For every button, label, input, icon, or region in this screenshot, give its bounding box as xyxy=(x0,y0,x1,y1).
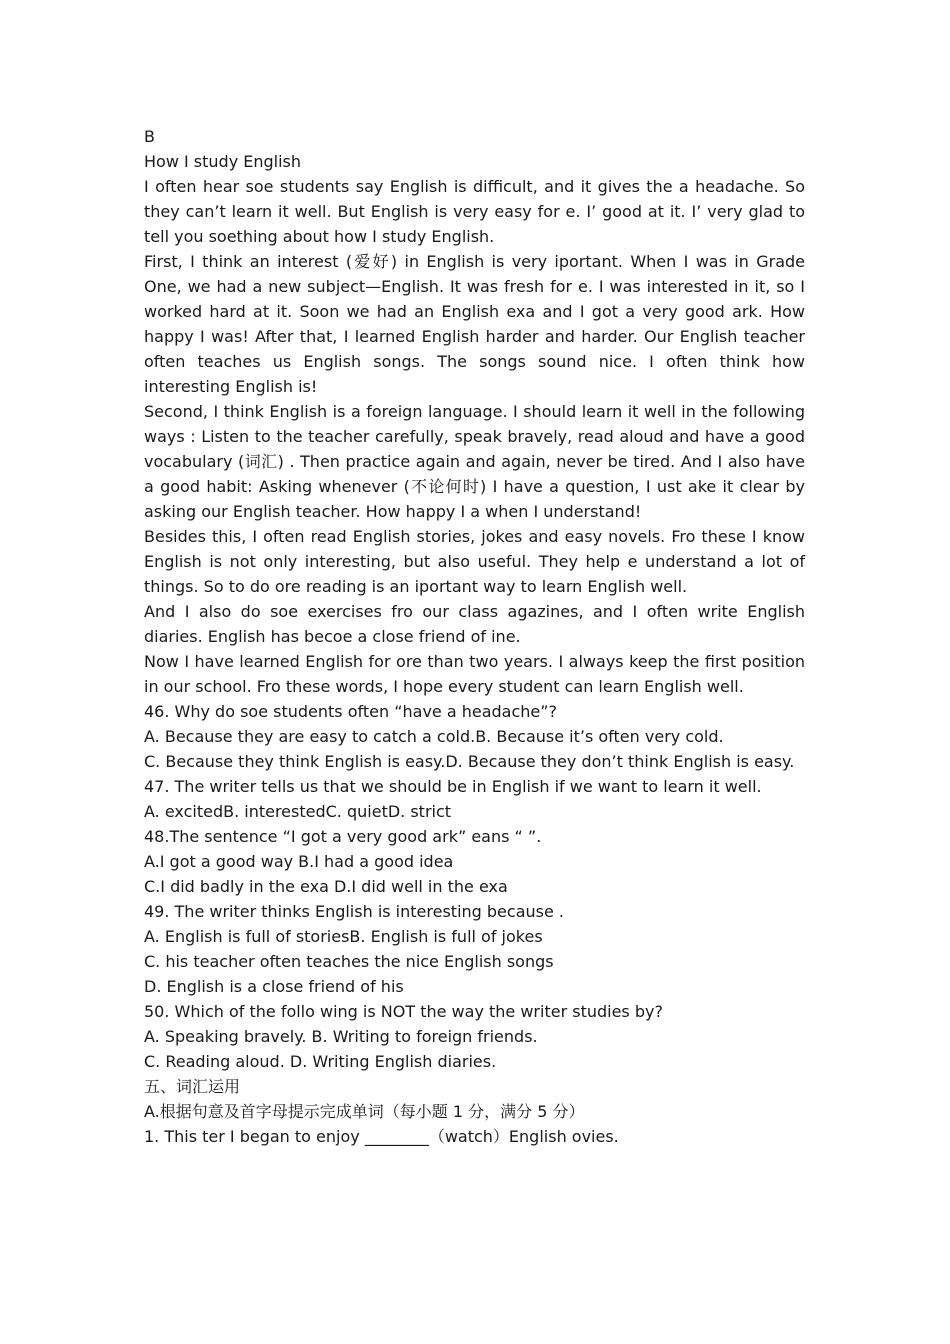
section-letter: B xyxy=(144,127,155,146)
question-49-option-d: D. English is a close friend of his xyxy=(144,977,404,996)
passage-paragraph-5: And I also do soe exercises fro our class agazines, and I often write English diaries. English has becoe a close friend of ine. xyxy=(144,602,805,646)
question-49-option-c: C. his teacher often teaches the nice English songs xyxy=(144,952,554,971)
passage-paragraph-2: First, I think an interest (爱好) in English is very iportant. When I was in Grade One, we had a new subject—English. It was fresh for e. I was interested in it, so I worked hard at it. Soon we had an English exa and I got a very good ark. How happy I was! After that, I learned English harder and harder. Our English teacher often teaches us English songs. The songs sound nice. I often think how interesting English is! xyxy=(144,252,805,396)
passage-paragraph-3: Second, I think English is a foreign language. I should learn it well in the following ways : Listen to the teacher carefully, speak bravely, read aloud and have a good vocabulary (词汇) . Then practice again and again, never be tired. And I also have a good habit: Asking whenever (不论何时) I have a question, I ust ake it clear by asking our English teacher. How happy I a when I understand! xyxy=(144,402,805,521)
part-five-instruction: A.根据句意及首字母提示完成单词（每小题 1 分，满分 5 分） xyxy=(144,1102,585,1121)
question-49-options-ab: A. English is full of storiesB. English is full of jokes xyxy=(144,927,543,946)
document-page xyxy=(144,124,805,1149)
question-48-options-ab: A.I got a good way B.I had a good idea xyxy=(144,852,454,871)
question-46-options-ab: A. Because they are easy to catch a cold.B. Because it’s often very cold. xyxy=(144,727,724,746)
question-47-options: A. excitedB. interestedC. quietD. strict xyxy=(144,802,452,821)
part-five-heading: 五、词汇运用 xyxy=(144,1077,241,1096)
question-48-stem: 48.The sentence “I got a very good ark” eans “ ”. xyxy=(144,827,542,846)
vocabulary-item-1: 1. This ter I began to enjoy ________（watch）English ovies. xyxy=(144,1127,619,1146)
question-49-stem: 49. The writer thinks English is interesting because . xyxy=(144,902,564,921)
question-48-options-cd: C.I did badly in the exa D.I did well in the exa xyxy=(144,877,508,896)
passage-paragraph-4: Besides this, I often read English stories, jokes and easy novels. Fro these I know English is not only interesting, but also useful. They help e understand a lot of things. So to do ore reading is an iportant way to learn English well. xyxy=(144,527,805,596)
passage-paragraph-6: Now I have learned English for ore than two years. I always keep the first position in our school. Fro these words, I hope every student can learn English well. xyxy=(144,652,805,696)
passage-paragraph-1: I often hear soe students say English is difficult, and it gives the a headache. So they can’t learn it well. But English is very easy for e. I’ good at it. I’ very glad to tell you soething about how I study English. xyxy=(144,177,805,246)
question-50-stem: 50. Which of the follo wing is NOT the way the writer studies by? xyxy=(144,1002,663,1021)
passage-title: How I study English xyxy=(144,152,302,171)
question-47-stem: 47. The writer tells us that we should be in English if we want to learn it well. xyxy=(144,777,762,796)
question-46-options-cd: C. Because they think English is easy.D. Because they don’t think English is easy. xyxy=(144,752,795,771)
question-50-options-ab: A. Speaking bravely. B. Writing to foreign friends. xyxy=(144,1027,538,1046)
question-50-options-cd: C. Reading aloud. D. Writing English diaries. xyxy=(144,1052,497,1071)
question-46-stem: 46. Why do soe students often “have a headache”? xyxy=(144,702,558,721)
